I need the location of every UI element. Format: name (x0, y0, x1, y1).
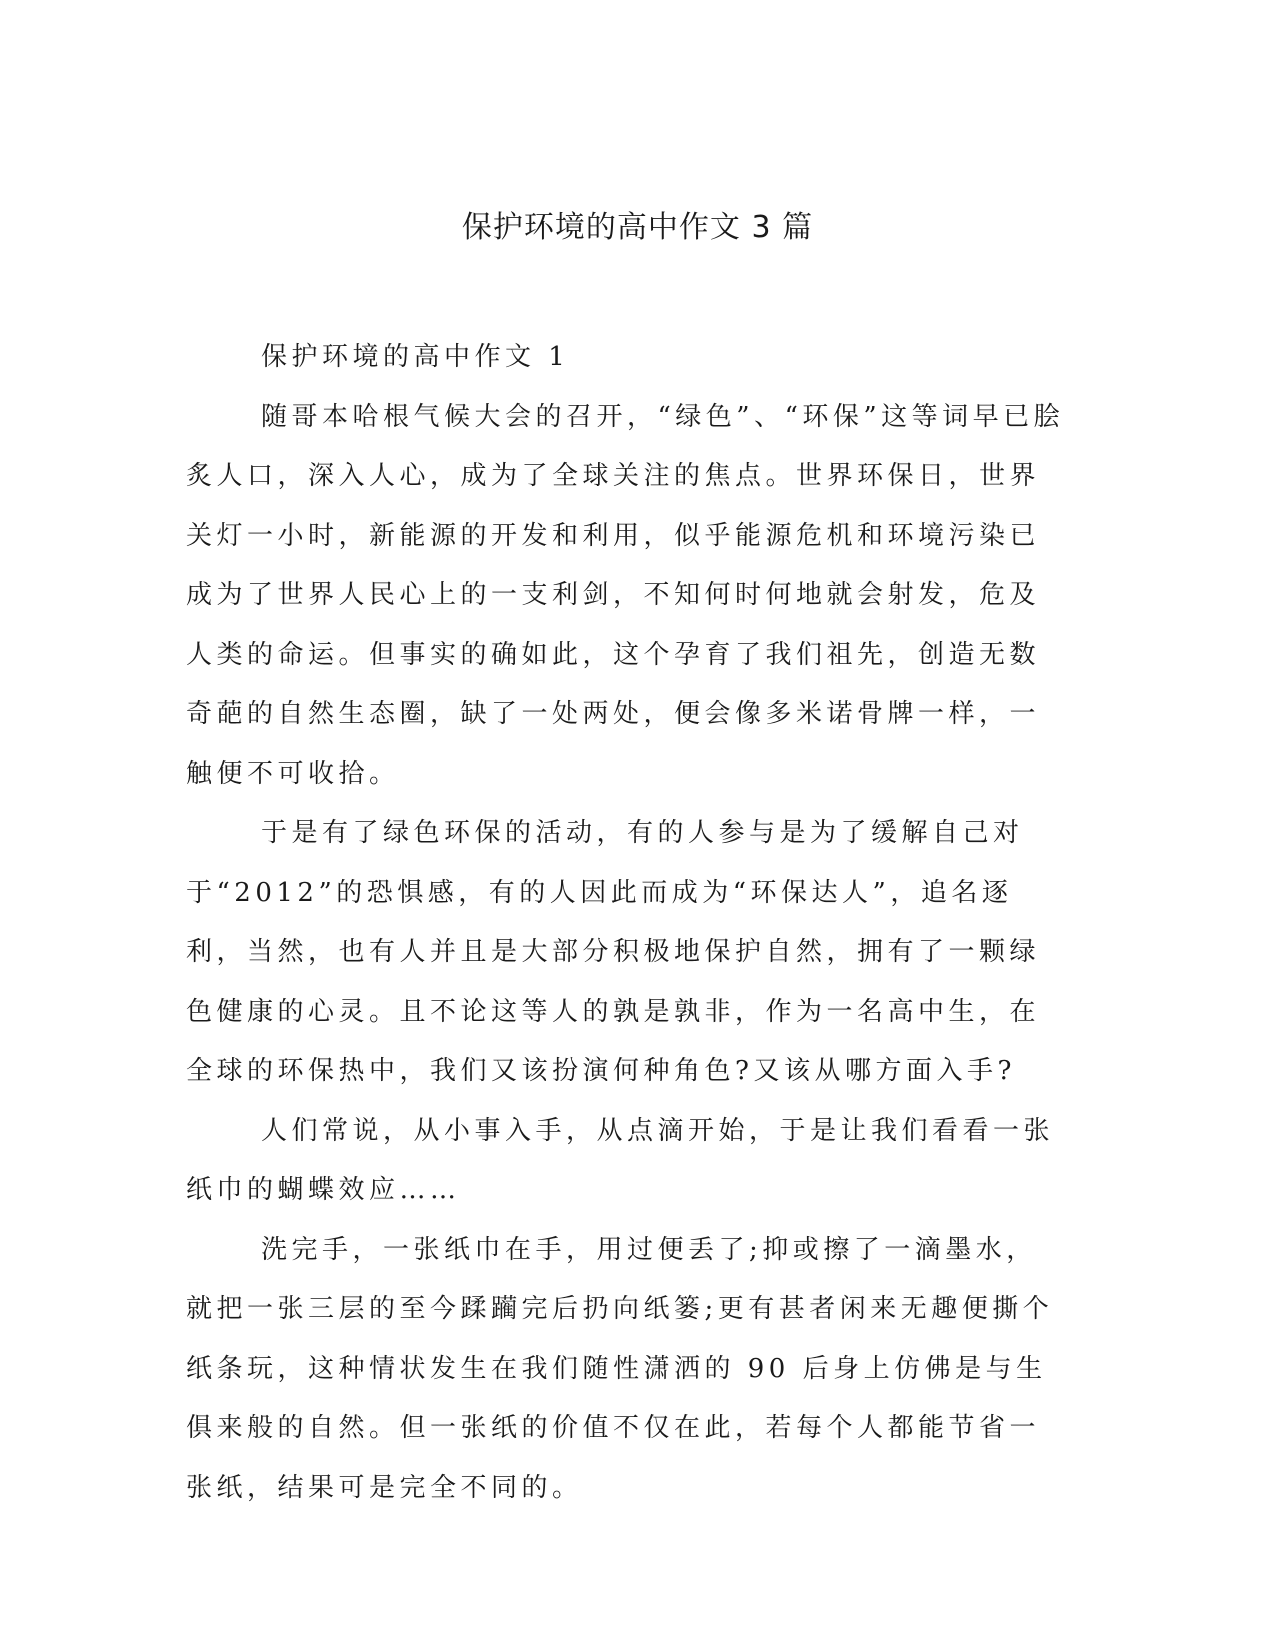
document-body (186, 328, 1066, 1518)
paragraph: 洗完手，一张纸巾在手，用过便丢了;抑或擦了一滴墨水，就把一张三层的至今蹂躏完后扔向纸篓;更有甚者闲来无趣便撕个纸条玩，这种情状发生在我们随性潇洒的 90 后身上仿佛是与生俱来般的自然。但一张纸的价值不仅在此，若每个人都能节省一张纸，结果可是完全不同的。 (186, 1234, 1054, 1503)
paragraph: 于是有了绿色环保的活动，有的人参与是为了缓解自己对于“2012”的恐惧感，有的人因此而成为“环保达人”，追名逐利，当然，也有人并且是大部分积极地保护自然，拥有了一颗绿色健康的心灵。且不论这等人的孰是孰非，作为一名高中生，在全球的环保热中，我们又该扮演何种角色?又该从哪方面入手? (186, 818, 1041, 1086)
paragraph: 随哥本哈根气候大会的召开，“绿色”、“环保”这等词早已脍炙人口，深入人心，成为了全球关注的焦点。世界环保日，世界关灯一小时，新能源的开发和利用，似乎能源危机和环境污染已成为了世界人民心上的一支利剑，不知何时何地就会射发，危及人类的命运。但事实的确如此，这个孕育了我们祖先，创造无数奇葩的自然生态圈，缺了一处两处，便会像多米诺骨牌一样，一触便不可收拾。 (186, 401, 1065, 789)
document-title: 保护环境的高中作文 3 篇 (461, 210, 814, 245)
section-heading: 保护环境的高中作文 1 (261, 342, 570, 372)
paragraph: 人们常说，从小事入手，从点滴开始，于是让我们看看一张纸巾的蝴蝶效应…… (186, 1115, 1055, 1205)
